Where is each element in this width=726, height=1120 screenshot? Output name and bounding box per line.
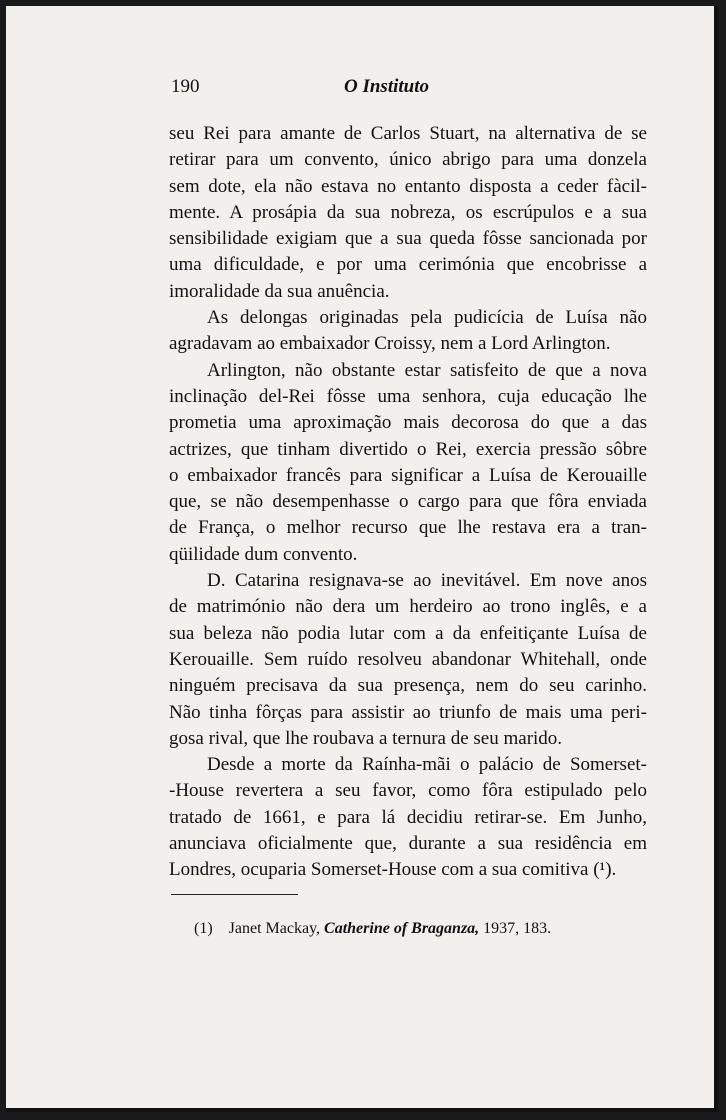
text-line: o embaixador francês para significar a Luísa de Kerouaille: [169, 464, 647, 486]
text-line: D. Catarina resignava-se ao inevitável. Em nove anos: [207, 570, 647, 592]
text-line: Não tinha fôrças para assistir ao triunfo de mais uma peri-: [169, 701, 647, 723]
paragraph: [169, 752, 647, 883]
text-line: tratado de 1661, e para lá decidiu retirar-se. Em Junho,: [169, 806, 647, 828]
text-line: -House revertera a seu favor, como fôra estipulado pelo: [169, 780, 647, 802]
text-line: Londres, ocuparia Somerset-House com a sua comitiva (¹).: [169, 859, 617, 881]
text-line: mente. A prosápia da sua nobreza, os escrúpulos e a sua: [169, 201, 647, 223]
footnote-title: Catherine of Braganza,: [324, 920, 480, 937]
text-line: gosa rival, que lhe roubava a ternura de seu marido.: [169, 727, 563, 749]
footnote-details: 1937, 183.: [483, 920, 552, 937]
page-number: 190: [171, 76, 200, 97]
text-line: uma dificuldade, e por uma cerimónia que encobrisse a: [169, 254, 647, 276]
text-line: inclinação del-Rei fôsse uma senhora, cuja educação lhe: [169, 385, 647, 407]
text-line: Kerouaille. Sem ruído resolveu abandonar Whitehall, onde: [169, 648, 647, 670]
text-line: prometia uma aproximação mais decorosa do que a das: [169, 412, 647, 434]
text-line: que, se não desempenhasse o cargo para que fôra enviada: [169, 491, 647, 513]
text-line: de matrimónio não dera um herdeiro ao trono inglês, e a: [169, 596, 647, 618]
paragraph: [169, 358, 647, 568]
running-title: O Instituto: [344, 76, 430, 97]
footnote: [194, 920, 551, 938]
paragraph: [169, 121, 647, 305]
text-line: de França, o melhor recurso que lhe restava era a tran-: [169, 517, 647, 539]
text-line: agradavam ao embaixador Croissy, nem a Lord Arlington.: [169, 333, 611, 355]
text-line: retirar para um convento, único abrigo para uma donzela: [169, 149, 647, 171]
text-line: anunciava oficialmente que, durante a sua residência em: [169, 833, 647, 855]
body-text: [169, 121, 647, 884]
book-page: [6, 6, 718, 1112]
footnote-mark: (1): [194, 920, 213, 937]
text-line: seu Rei para amante de Carlos Stuart, na alternativa de se: [169, 123, 647, 144]
text-line: ninguém precisava da sua presença, nem do seu carinho.: [169, 675, 647, 697]
text-line: sensibilidade exigiam que a sua queda fôsse sancionada por: [169, 228, 647, 250]
footnote-author: Janet Mackay,: [228, 920, 321, 937]
text-line: imoralidade da sua anuência.: [169, 280, 390, 302]
page-header: [171, 76, 645, 102]
text-line: Arlington, não obstante estar satisfeito de que a nova: [207, 359, 647, 381]
text-line: Desde a morte da Raínha-mãi o palácio de Somerset-: [207, 754, 647, 776]
text-line: As delongas originadas pela pudicícia de Luísa não: [207, 307, 647, 329]
text-line: sua beleza não podia lutar com a da enfeitiçante Luísa de: [169, 622, 647, 644]
paragraph: [169, 568, 647, 752]
paragraph: [169, 305, 647, 358]
text-line: qüilidade dum convento.: [169, 543, 358, 565]
text-line: sem dote, ela não estava no entanto disposta a ceder fàcil-: [169, 175, 647, 197]
text-line: actrizes, que tinham divertido o Rei, exercia pressão sôbre: [169, 438, 647, 460]
footnote-divider: [171, 894, 298, 895]
